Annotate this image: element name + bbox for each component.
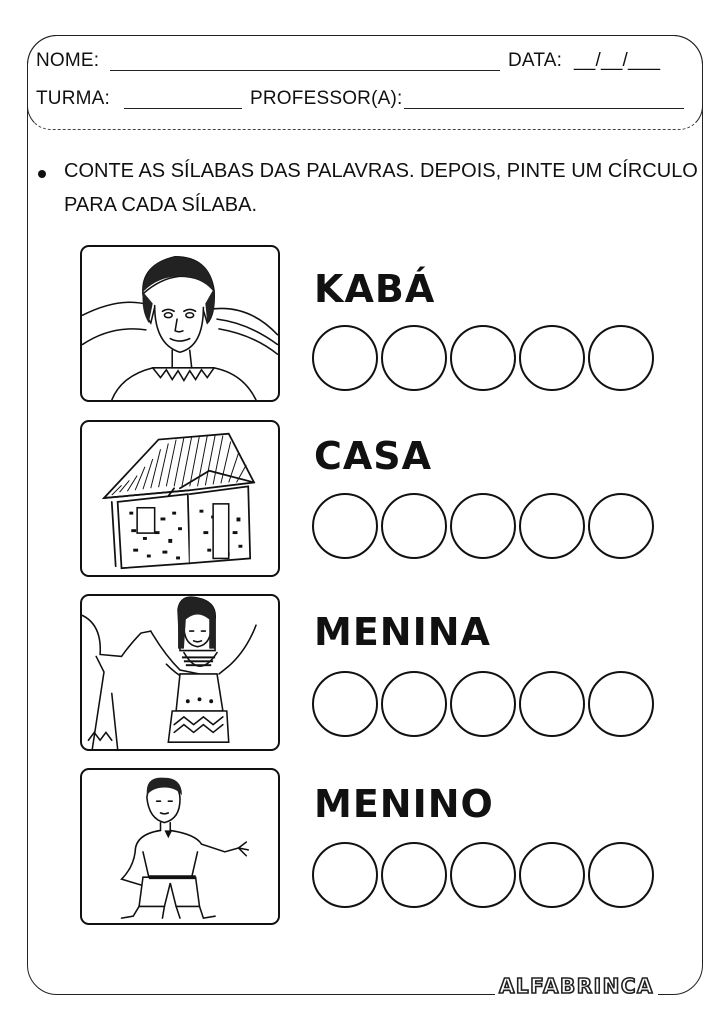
bullet-icon (38, 170, 46, 178)
syllable-circles (312, 842, 660, 912)
picture-girl (80, 594, 280, 751)
syllable-circle[interactable] (519, 325, 585, 391)
straw-hut-illustration (82, 422, 278, 575)
class-label: TURMA: (36, 88, 111, 109)
name-field[interactable] (110, 70, 500, 71)
syllable-circle[interactable] (450, 842, 516, 908)
boy-dancing-illustration (82, 770, 278, 923)
word-label: KABÁ (314, 267, 436, 311)
syllable-circle[interactable] (519, 842, 585, 908)
syllable-circle[interactable] (450, 325, 516, 391)
word-label: MENINA (314, 610, 491, 654)
teacher-label: PROFESSOR(A): (250, 88, 403, 109)
date-label: DATA: (508, 50, 563, 71)
picture-hut (80, 420, 280, 577)
brand-logo: ALFABRINCA (495, 974, 658, 998)
syllable-circles (312, 493, 660, 563)
syllable-circle[interactable] (312, 842, 378, 908)
syllable-circle[interactable] (588, 493, 654, 559)
syllable-circle[interactable] (312, 671, 378, 737)
teacher-field[interactable] (404, 108, 684, 109)
syllable-circle[interactable] (450, 671, 516, 737)
instruction-line-2: PARA CADA SÍLABA. (64, 194, 258, 216)
woman-portrait-illustration (82, 247, 278, 400)
syllable-circle[interactable] (519, 671, 585, 737)
date-field[interactable]: __/__/___ (574, 50, 661, 71)
instruction-text (64, 154, 714, 222)
syllable-circle[interactable] (381, 671, 447, 737)
syllable-circle[interactable] (381, 842, 447, 908)
instruction-line-1: CONTE AS SÍLABAS DAS PALAVRAS. DEPOIS, PINTE UM CÍRCULO (64, 160, 698, 182)
picture-woman (80, 245, 280, 402)
syllable-circle[interactable] (381, 325, 447, 391)
syllable-circles (312, 671, 660, 741)
girl-dancing-illustration (82, 596, 278, 749)
name-label: NOME: (36, 50, 100, 71)
syllable-circle[interactable] (312, 493, 378, 559)
syllable-circle[interactable] (588, 325, 654, 391)
syllable-circle[interactable] (588, 671, 654, 737)
syllable-circle[interactable] (519, 493, 585, 559)
syllable-circle[interactable] (312, 325, 378, 391)
syllable-circles (312, 325, 660, 395)
syllable-circle[interactable] (588, 842, 654, 908)
word-label: CASA (314, 434, 433, 478)
syllable-circle[interactable] (381, 493, 447, 559)
picture-boy (80, 768, 280, 925)
word-label: MENINO (314, 782, 494, 826)
syllable-circle[interactable] (450, 493, 516, 559)
class-field[interactable] (124, 108, 242, 109)
